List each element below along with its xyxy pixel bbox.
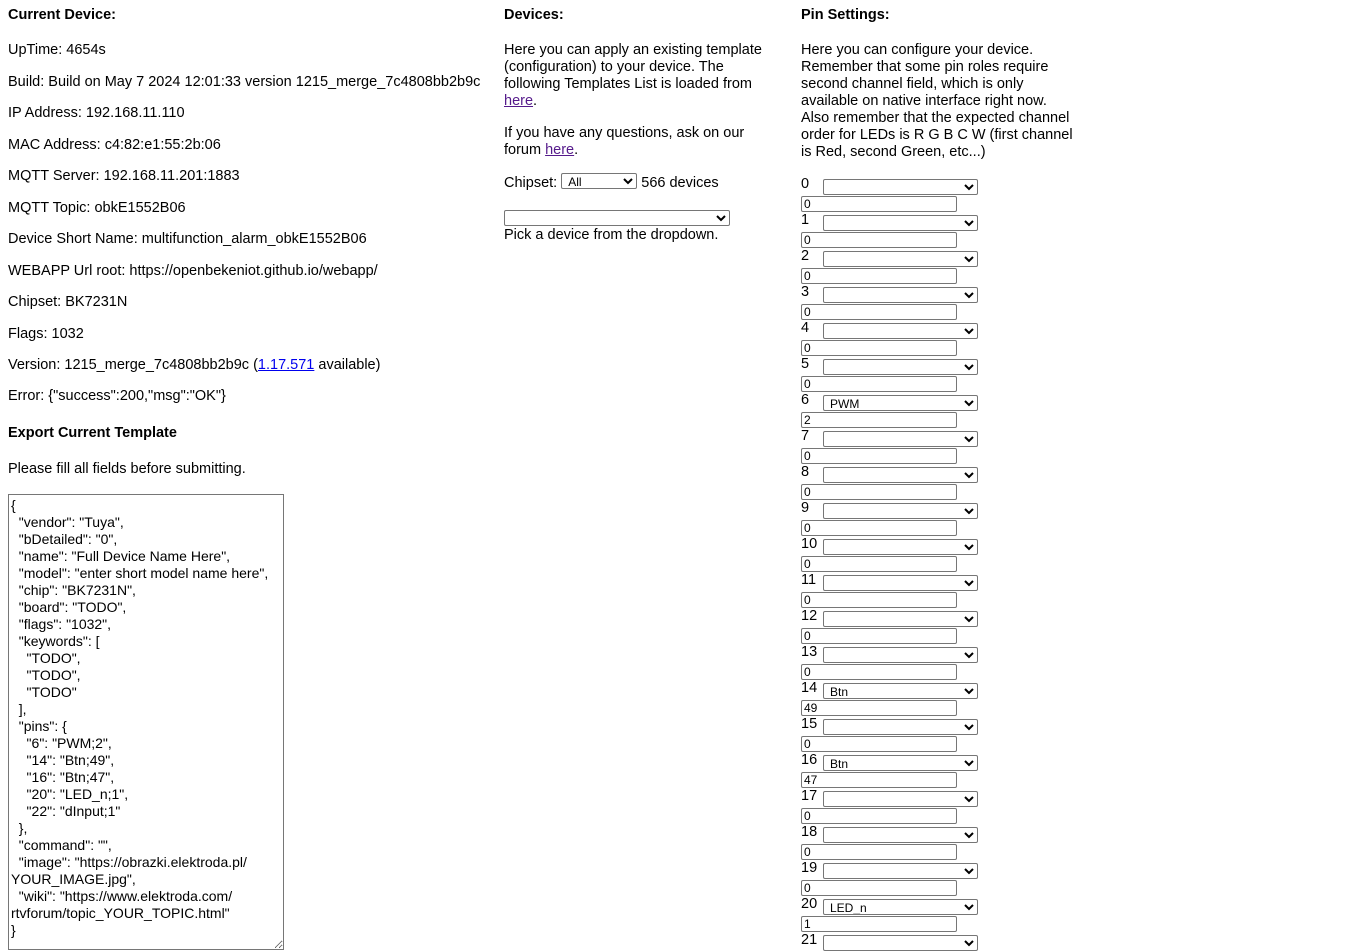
device-select[interactable] xyxy=(504,210,730,226)
pin-channel-input[interactable] xyxy=(801,448,957,464)
pin-role-select[interactable] xyxy=(823,827,978,843)
pin-role-select[interactable] xyxy=(823,575,978,591)
pin-channel-input[interactable] xyxy=(801,592,957,608)
pin-channel-input[interactable] xyxy=(801,232,957,248)
version-line xyxy=(8,357,380,374)
pin-role-select[interactable] xyxy=(823,503,978,519)
pin-channel-input[interactable] xyxy=(801,880,957,896)
pin-channel-input[interactable] xyxy=(801,268,957,284)
pin-number: 3 xyxy=(801,284,810,300)
chipset-filter-select[interactable] xyxy=(561,173,637,189)
pin-role-select[interactable] xyxy=(823,287,978,303)
devices-heading: Devices: xyxy=(504,7,564,23)
pin-role-select[interactable] xyxy=(823,719,978,735)
pin-number: 10 xyxy=(801,536,818,552)
pin-number: 9 xyxy=(801,500,810,516)
pin-number: 1 xyxy=(801,212,810,228)
pin-role-select[interactable] xyxy=(823,539,978,555)
uptime-text: UpTime: 4654s xyxy=(8,42,106,58)
pin-number: 4 xyxy=(801,320,810,336)
pin-number: 0 xyxy=(801,176,810,192)
pin-number: 6 xyxy=(801,392,810,408)
chipset-text: Chipset: BK7231N xyxy=(8,294,128,310)
pin-channel-input[interactable] xyxy=(801,736,957,752)
devices-intro-line2: (configuration) to your device. The xyxy=(504,59,724,75)
pin-channel-input[interactable] xyxy=(801,916,957,932)
pin-role-select[interactable] xyxy=(823,215,978,231)
template-textarea[interactable] xyxy=(8,494,284,950)
mqtt-topic-text: MQTT Topic: obkE1552B06 xyxy=(8,200,186,216)
pin-number: 18 xyxy=(801,824,818,840)
pin-channel-input[interactable] xyxy=(801,376,957,392)
ip-address-text: IP Address: 192.168.11.110 xyxy=(8,105,185,121)
pin-channel-input[interactable] xyxy=(801,304,957,320)
devices-intro-line1: Here you can apply an existing template xyxy=(504,42,762,58)
pin-number: 8 xyxy=(801,464,810,480)
pin-channel-input[interactable] xyxy=(801,664,957,680)
chipset-filter-label: Chipset: xyxy=(504,175,558,191)
webapp-url-text: WEBAPP Url root: https://openbekeniot.github.io/webapp/ xyxy=(8,263,378,279)
forum-line1: If you have any questions, ask on our xyxy=(504,125,745,141)
pin-number: 15 xyxy=(801,716,818,732)
mac-address-text: MAC Address: c4:82:e1:55:2b:06 xyxy=(8,137,221,153)
pin-number: 2 xyxy=(801,248,810,264)
chipset-filter-row xyxy=(504,173,719,192)
pin-settings-heading: Pin Settings: xyxy=(801,7,890,23)
devices-intro-link-line xyxy=(504,93,537,110)
build-text: Build: Build on May 7 2024 12:01:33 version 1215_merge_7c4808bb2b9c xyxy=(8,74,481,90)
pin-number: 12 xyxy=(801,608,818,624)
mqtt-server-text: MQTT Server: 192.168.11.201:1883 xyxy=(8,168,240,184)
pin-role-select[interactable] xyxy=(823,179,978,195)
pin-role-select[interactable] xyxy=(823,359,978,375)
pin-role-select[interactable] xyxy=(823,683,978,699)
version-suffix: available) xyxy=(314,357,381,373)
pin-channel-input[interactable] xyxy=(801,340,957,356)
templates-list-link[interactable]: here xyxy=(504,93,534,109)
pin-channel-input[interactable] xyxy=(801,556,957,572)
pin-number: 13 xyxy=(801,644,818,660)
pin-channel-input[interactable] xyxy=(801,412,957,428)
pin-number: 14 xyxy=(801,680,818,696)
pin-number: 11 xyxy=(801,572,817,588)
intro-line: order for LEDs is R G B C W (first channel xyxy=(801,127,1073,143)
pin-role-select[interactable] xyxy=(823,863,978,879)
pin-role-select[interactable] xyxy=(823,611,978,627)
device-count-text: 566 devices xyxy=(641,175,719,191)
current-device-heading: Current Device: xyxy=(8,7,116,23)
pin-role-select[interactable] xyxy=(823,251,978,267)
intro-line: is Red, second Green, etc...) xyxy=(801,144,986,160)
error-text: Error: {"success":200,"msg":"OK"} xyxy=(8,388,226,404)
pin-number: 16 xyxy=(801,752,818,768)
devices-intro-end: . xyxy=(533,93,538,109)
pin-channel-input[interactable] xyxy=(801,628,957,644)
version-update-link[interactable]: 1.17.571 xyxy=(257,357,315,373)
pin-channel-input[interactable] xyxy=(801,772,957,788)
export-note: Please fill all fields before submitting. xyxy=(8,461,246,477)
pin-role-select[interactable] xyxy=(823,647,978,663)
pin-role-select[interactable] xyxy=(823,755,978,771)
flags-text: Flags: 1032 xyxy=(8,326,84,342)
intro-line: available on native interface right now. xyxy=(801,93,1047,109)
pin-number: 7 xyxy=(801,428,810,444)
intro-line: Also remember that the expected channel xyxy=(801,110,1070,126)
pin-channel-input[interactable] xyxy=(801,196,957,212)
pin-number: 19 xyxy=(801,860,818,876)
short-name-text: Device Short Name: multifunction_alarm_obkE1552B06 xyxy=(8,231,367,247)
pin-role-select[interactable] xyxy=(823,791,978,807)
pin-settings-intro xyxy=(801,42,1091,161)
pin-role-select[interactable] xyxy=(823,935,978,951)
pin-role-select[interactable] xyxy=(823,899,978,915)
intro-line: Remember that some pin roles require xyxy=(801,59,1049,75)
pin-role-select[interactable] xyxy=(823,431,978,447)
intro-line: second channel field, which is only xyxy=(801,76,1024,92)
pin-channel-input[interactable] xyxy=(801,844,957,860)
pin-number: 20 xyxy=(801,896,818,912)
forum-prefix: forum xyxy=(504,142,546,158)
forum-line2 xyxy=(504,142,578,159)
devices-intro-line3: following Templates List is loaded from xyxy=(504,76,752,92)
forum-end: . xyxy=(574,142,579,158)
pin-number: 21 xyxy=(801,932,818,948)
version-text: Version: 1215_merge_7c4808bb2b9c ( xyxy=(8,357,258,373)
export-heading: Export Current Template xyxy=(8,425,177,441)
pin-role-select[interactable] xyxy=(823,395,978,411)
pin-channel-input[interactable] xyxy=(801,700,957,716)
pin-channel-input[interactable] xyxy=(801,484,957,500)
pin-number: 17 xyxy=(801,788,818,804)
pin-role-select[interactable] xyxy=(823,467,978,483)
intro-line: Here you can configure your device. xyxy=(801,42,1034,58)
pick-device-note: Pick a device from the dropdown. xyxy=(504,227,719,243)
forum-link[interactable]: here xyxy=(545,142,575,158)
pin-number: 5 xyxy=(801,356,810,372)
pin-channel-input[interactable] xyxy=(801,808,957,824)
pin-channel-input[interactable] xyxy=(801,520,957,536)
pin-role-select[interactable] xyxy=(823,323,978,339)
